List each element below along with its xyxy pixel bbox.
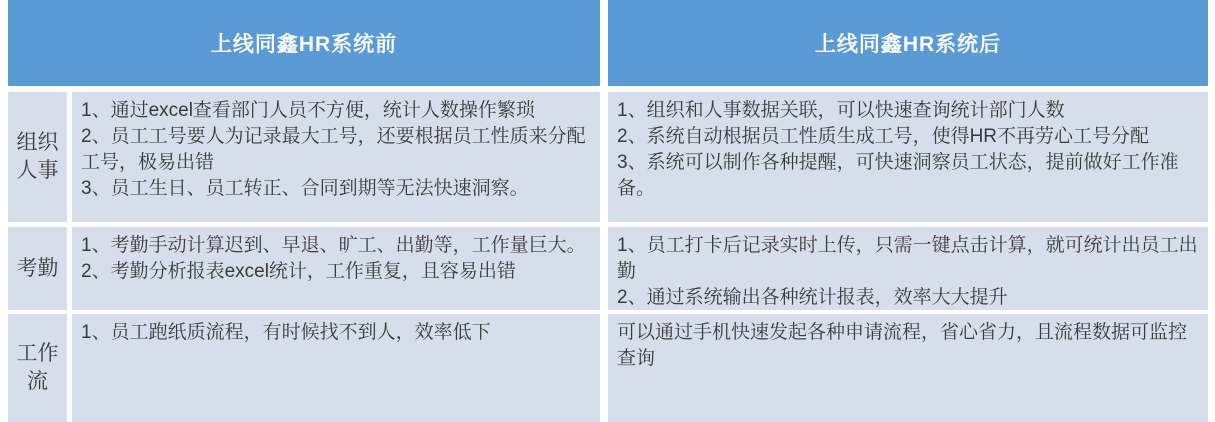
row-label-attendance — [8, 227, 67, 310]
list-item: 2、通过系统输出各种统计报表，效率大大提升 — [617, 287, 1008, 308]
list-item: 2、系统自动根据员工性质生成工号，使得HR不再劳心工号分配 — [617, 126, 1150, 147]
list-item: 2、员工工号要人为记录最大工号，还要根据员工性质来分配工号，极易出错 — [81, 126, 586, 173]
cell-after-workflow — [608, 314, 1208, 422]
list-item: 2、考勤分析报表excel统计，工作重复，且容易出错 — [81, 261, 516, 282]
cell-after-attendance — [608, 227, 1208, 310]
row-label-org-personnel — [8, 92, 67, 222]
cell-after-org-personnel — [608, 92, 1208, 222]
list-item: 1、组织和人事数据关联，可以快速查询统计部门人数 — [617, 100, 1065, 121]
header-cell-before — [8, 0, 600, 86]
list-item: 1、员工跑纸质流程，有时候找不到人，效率低下 — [81, 322, 491, 343]
header-before-label: 上线同鑫HR系统前 — [210, 33, 398, 56]
cell-before-workflow — [72, 314, 600, 422]
list-item: 1、考勤手动计算迟到、早退、旷工、出勤等，工作量巨大。 — [81, 235, 586, 256]
list-item: 1、通过excel查看部门人员不方便，统计人数操作繁琐 — [81, 100, 535, 121]
list-item: 1、员工打卡后记录实时上传，只需一键点击计算，就可统计出员工出勤 — [617, 235, 1198, 282]
row-label-workflow — [8, 314, 67, 422]
cell-before-org-personnel — [72, 92, 600, 222]
list-item: 3、员工生日、员工转正、合同到期等无法快速洞察。 — [81, 178, 529, 199]
row-label-text: 工作流 — [16, 342, 59, 393]
list-item: 3、系统可以制作各种提醒，可快速洞察员工状态，提前做好工作准备。 — [617, 152, 1179, 199]
row-label-text: 组织人事 — [16, 131, 59, 182]
header-after-label: 上线同鑫HR系统后 — [814, 33, 1002, 56]
cell-before-attendance — [72, 227, 600, 310]
row-label-text: 考勤 — [16, 256, 59, 280]
list-item: 可以通过手机快速发起各种申请流程，省心省力，且流程数据可监控查询 — [617, 322, 1188, 369]
header-cell-after — [608, 0, 1208, 86]
